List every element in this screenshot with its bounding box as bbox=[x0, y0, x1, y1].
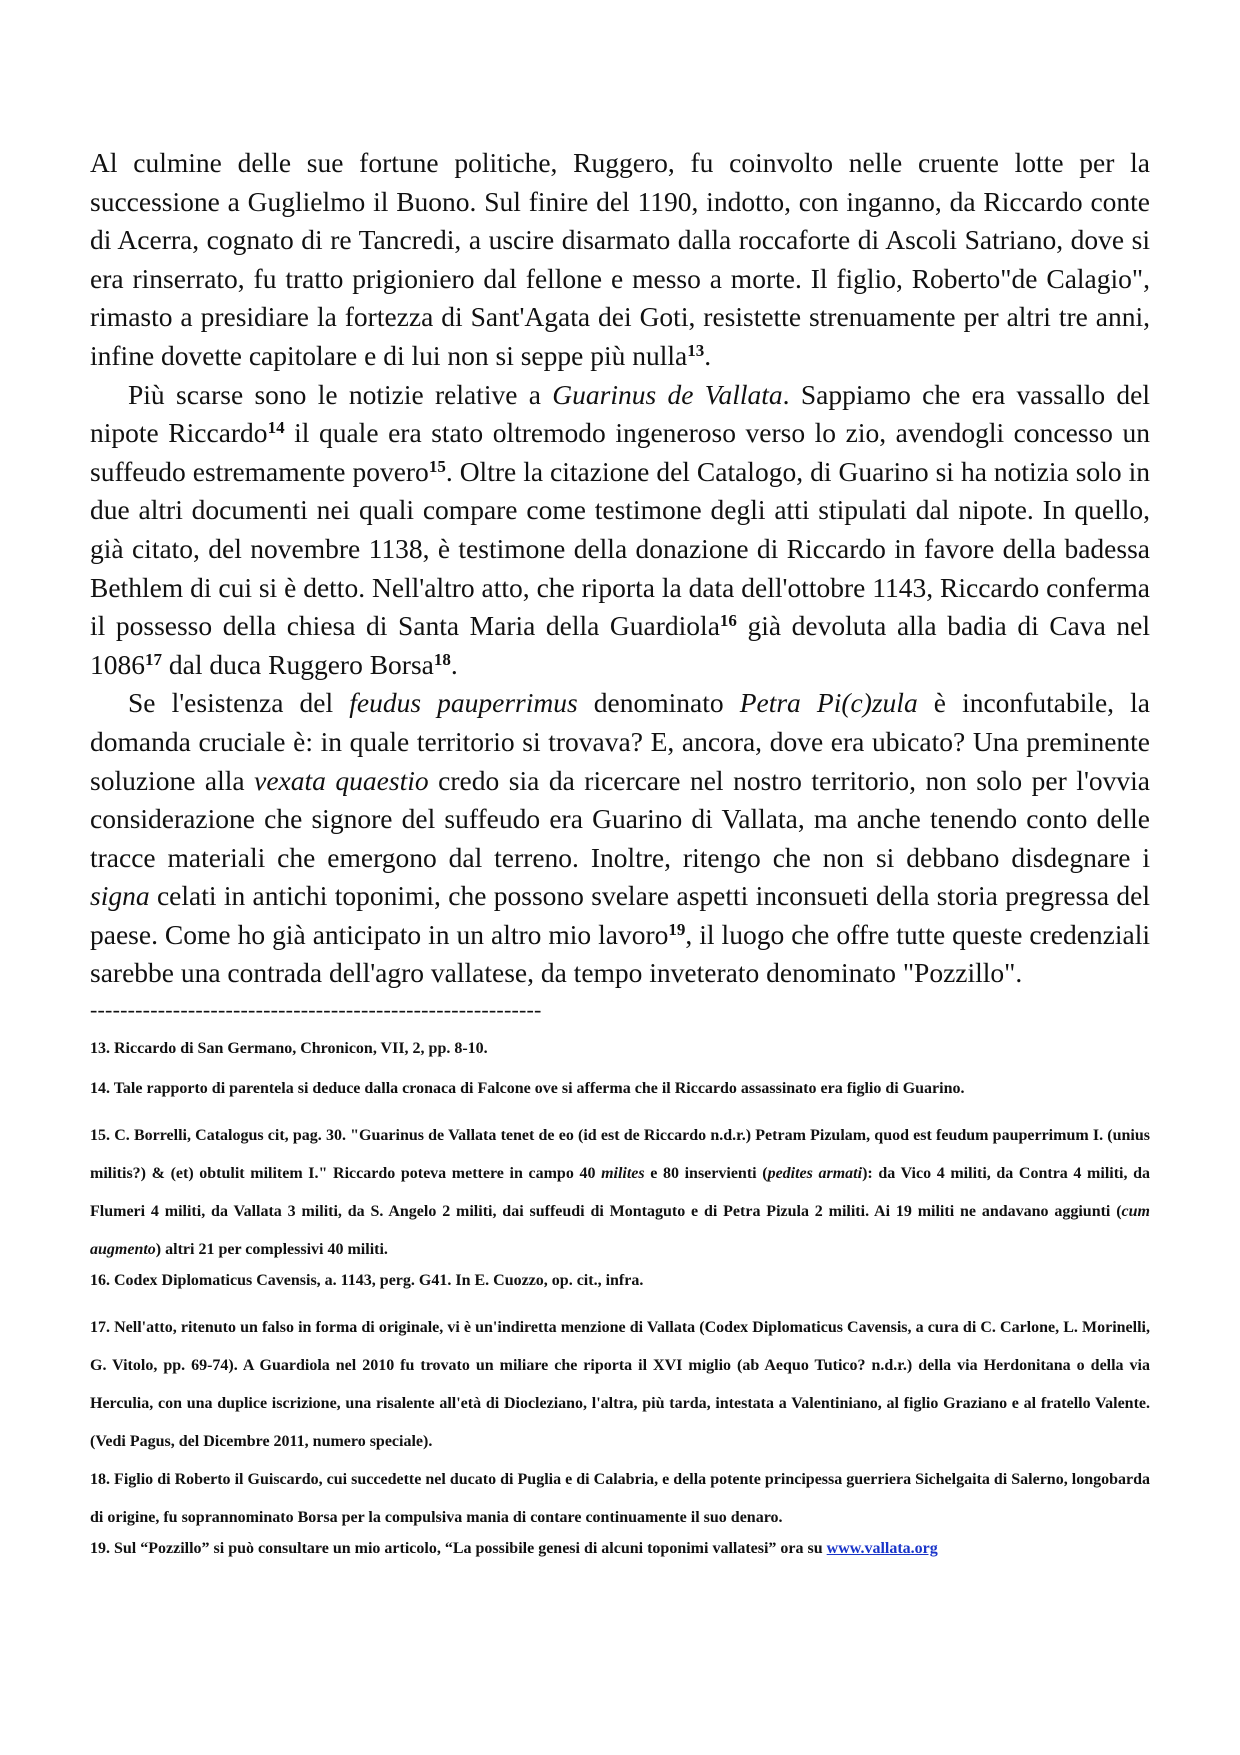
text-run: già devoluta alla badia di Cava nel 1086 bbox=[90, 610, 1150, 680]
footnote-item bbox=[90, 1309, 1150, 1461]
italic-text: cum augmento bbox=[90, 1203, 1150, 1259]
text-run: Se l'esistenza del bbox=[128, 687, 350, 719]
body-paragraph bbox=[90, 144, 1150, 376]
document-page bbox=[90, 144, 1150, 1577]
footnote-ref: 19 bbox=[668, 919, 686, 939]
footnote-item bbox=[90, 1269, 1150, 1293]
text-run: . bbox=[704, 339, 712, 371]
body-paragraph bbox=[90, 376, 1150, 685]
text-run: Al culmine delle sue fortune politiche, Ruggero, fu coinvolto nelle cruente lotte per la successione a Guglielmo il Buono. Sul finire del 1190, indotto, con inganno, da Riccardo conte di Acerra, cognato di re Tancredi, a uscire disarmato dalla roccaforte di Ascoli Satriano, dove si era rinserrato, fu tratto prigioniero dal fellone e messo a morte. Il figlio, Roberto"de Calagio", rimasto a presidiare la fortezza di Sant'Agata dei Goti, resistette strenuamente per altri tre anni, infine dovette capitolare e di lui non si seppe più nulla bbox=[90, 147, 1150, 371]
text-run: e 80 inservienti ( bbox=[644, 1165, 768, 1183]
italic-text: milites bbox=[601, 1165, 645, 1183]
text-run: 17. Nell'atto, ritenuto un falso in forma di originale, vi è un'indiretta menzione di Vallata (Codex Diplomaticus Cavensis, a cura di C. Carlone, L. Morinelli, G. Vitolo, pp. 69-74). A Guardiola nel 2010 fu trovato un miliare che riporta il XVI miglio (ab Aequo Tutico? n.d.r.) della via Herdonitana o della via Herculia, con una duplice iscrizione, una risalente all'età di Diocleziano, l'altra, più tarda, intestata a Valentiniano, al figlio Graziano e al fratello Valente. (Vedi Pagus, del Dicembre 2011, numero speciale). bbox=[90, 1319, 1150, 1451]
text-run: celati in antichi toponimi, che possono svelare aspetti inconsueti della storia pregressa del paese. Come ho già anticipato in un altro mio lavoro bbox=[90, 880, 1150, 950]
footnotes bbox=[90, 1037, 1150, 1561]
text-run: . Sappiamo che era vassallo del nipote Riccardo bbox=[90, 378, 1150, 449]
text-run: è inconfutabile, la domanda cruciale è: in quale territorio si trovava? E, ancora, dove era ubicato? Una preminente soluzione alla bbox=[90, 687, 1150, 796]
text-run: . Oltre la citazione del Catalogo, di Guarino si ha notizia solo in due altri documenti nei quali compare come testimone degli atti stipulati dal nipote. In quello, già citato, del novembre 1138, è testimone della donazione di Riccardo in favore della badessa Bethlem di cui si è detto. Nell'altro atto, che riporta la data dell'ottobre 1143, Riccardo conferma il possesso della chiesa di Santa Maria della Guardiola bbox=[90, 455, 1150, 642]
footnote-ref: 16 bbox=[719, 611, 737, 631]
footnote-item bbox=[90, 1537, 1150, 1561]
italic-text: Petra Pi(c)zula bbox=[739, 687, 918, 719]
text-run: Più scarse sono le notizie relative a bbox=[128, 378, 553, 410]
footnote-ref: 17 bbox=[145, 649, 162, 669]
text-run: credo sia da ricercare nel nostro territorio, non solo per l'ovvia considerazione che signore del suffeudo era Guarino di Vallata, ma anche tenendo conto delle tracce materiali che emergono dal terreno. Inoltre, ritengo che non si debbano disdegnare i bbox=[90, 764, 1150, 873]
text-run: ) altri 21 per complessivi 40 militi. bbox=[155, 1241, 388, 1259]
footnote-ref: 13 bbox=[687, 340, 705, 360]
text-run: , il luogo che offre tutte queste credenziali sarebbe una contrada dell'agro vallatese, da tempo inveterato denominato "Pozzillo". bbox=[90, 918, 1150, 989]
italic-text: signa bbox=[90, 880, 150, 912]
text-run: ): da Vico 4 militi, da Contra 4 militi, da Flumeri 4 militi, da Vallata 3 militi, da S. Angelo 2 militi, dai suffeudi di Montaguto e di Petra Pizula 2 militi. Ai 19 militi ne andavano aggiunti ( bbox=[90, 1165, 1151, 1221]
text-run: 14. Tale rapporto di parentela si deduce dalla cronaca di Falcone ove si afferma che il Riccardo assassinato era figlio di Guarino. bbox=[90, 1080, 965, 1098]
text-run: 15. C. Borrelli, Catalogus cit, pag. 30. "Guarinus de Vallata tenet de eo (id est de Riccardo n.d.r.) Petram Pizulam, quod est feudum pauperrimum I. (unius militis?) & (et) obtulit militem I." Riccardo poteva mettere in campo 40 bbox=[90, 1127, 1150, 1183]
footnote-separator: ------------------------------------------------------------ bbox=[90, 999, 542, 1022]
text-run: 19. Sul “Pozzillo” si può consultare un mio articolo, “La possibile genesi di alcuni toponimi vallatesi” ora su bbox=[90, 1540, 827, 1558]
footnote-ref: 15 bbox=[428, 456, 446, 476]
footnote-item bbox=[90, 1117, 1150, 1269]
text-run: 16. Codex Diplomaticus Cavensis, a. 1143, perg. G41. In E. Cuozzo, op. cit., infra. bbox=[90, 1272, 644, 1290]
italic-text: Guarinus de Vallata bbox=[552, 378, 783, 410]
text-run: il quale era stato oltremodo ingeneroso verso lo zio, avendogli concesso un suffeudo estremamente povero bbox=[90, 417, 1150, 487]
text-run: 18. Figlio di Roberto il Guiscardo, cui succedette nel ducato di Puglia e di Calabria, e della potente principessa guerriera Sichelgaita di Salerno, longobarda di origine, fu soprannominato Borsa per la compulsiva mania di contare continuamente il suo denaro. bbox=[90, 1471, 1150, 1527]
italic-text: vexata quaestio bbox=[254, 764, 429, 796]
footnote-item bbox=[90, 1461, 1150, 1537]
footnote-item bbox=[90, 1077, 1150, 1101]
footnote-ref: 18 bbox=[433, 649, 451, 669]
footnote-item bbox=[90, 1037, 1150, 1061]
text-run: dal duca Ruggero Borsa bbox=[162, 648, 434, 680]
website-link[interactable]: www.vallata.org bbox=[826, 1540, 938, 1558]
body-paragraph bbox=[90, 684, 1150, 993]
body-text bbox=[90, 144, 1150, 993]
italic-text: feudus pauperrimus bbox=[349, 687, 578, 719]
italic-text: pedites armati bbox=[767, 1165, 863, 1183]
text-run: 13. Riccardo di San Germano, Chronicon, VII, 2, pp. 8-10. bbox=[90, 1040, 488, 1058]
text-run: denominato bbox=[577, 687, 740, 719]
text-run: . bbox=[450, 648, 458, 680]
footnote-ref: 14 bbox=[267, 418, 285, 438]
